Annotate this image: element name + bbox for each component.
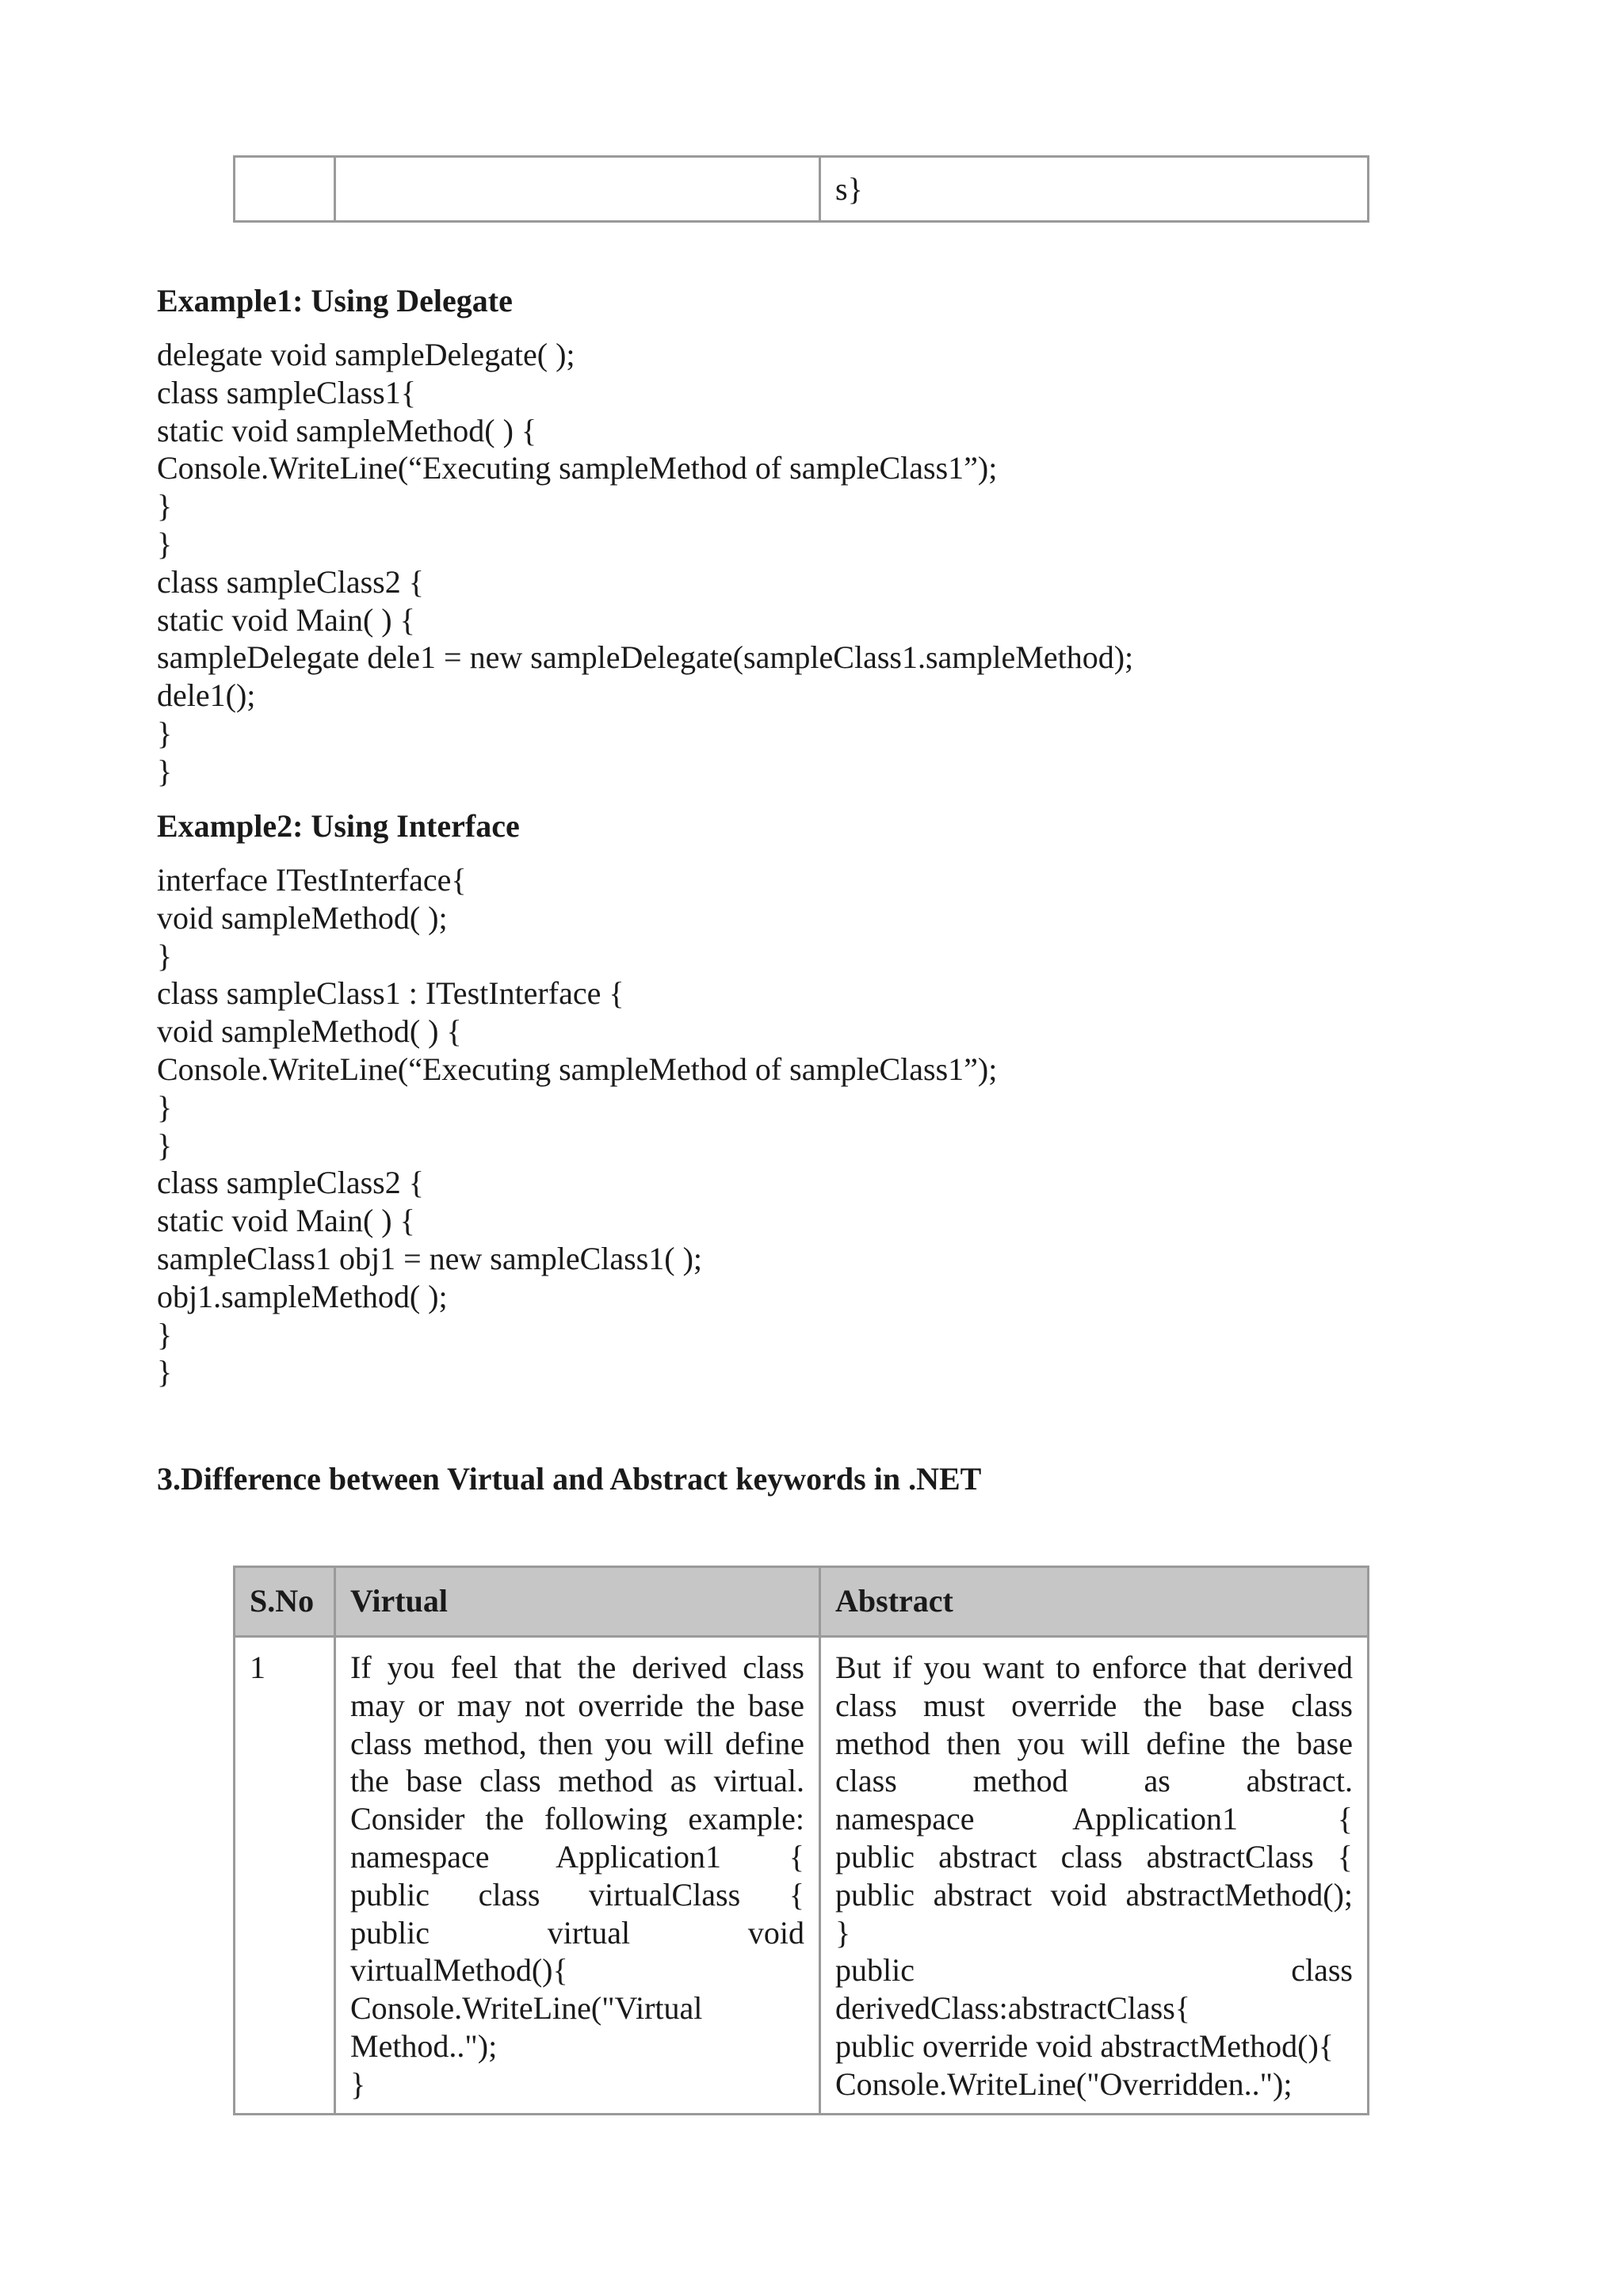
table-cell xyxy=(335,157,820,222)
table-header-row xyxy=(235,1567,1369,1637)
difference-table xyxy=(233,1566,1369,2115)
text-line: class sampleClass2 { xyxy=(157,563,424,600)
text-line: public virtual void xyxy=(350,1914,804,1951)
text-line: delegate void sampleDelegate( ); xyxy=(157,337,575,372)
text-line: namespace Application1 { xyxy=(350,1838,804,1875)
text-line: } xyxy=(157,1316,173,1352)
text-line: namespace Application1 { xyxy=(835,1801,1353,1837)
text-line: } xyxy=(157,753,173,789)
cell-sno: 1 xyxy=(235,1637,335,2115)
text-line: class sampleClass1{ xyxy=(157,374,416,410)
text-line: void sampleMethod( ) { xyxy=(157,1013,462,1050)
text-line: If you feel that the derived class xyxy=(350,1650,804,1685)
example2-heading: Example2: Using Interface xyxy=(157,808,520,844)
text-line: class sampleClass2 { xyxy=(157,1165,424,1201)
text-line: sampleDelegate dele1 = new sampleDelegate(sampleClass1.sampleMethod); xyxy=(157,639,1134,676)
cell-abstract xyxy=(820,1637,1369,2115)
text-line: method then you will define the base xyxy=(835,1725,1353,1761)
text-line: But if you want to enforce that derived xyxy=(835,1650,1353,1685)
example1-heading: Example1: Using Delegate xyxy=(157,283,513,318)
example2-code-block xyxy=(157,861,997,1391)
table-cell xyxy=(235,157,335,222)
text-line: may or may not override the base xyxy=(350,1687,804,1723)
text-line: public abstract void abstractMethod(); xyxy=(835,1876,1353,1913)
text-line: the base class method as virtual. xyxy=(350,1763,804,1799)
text-line: } xyxy=(157,937,173,974)
text-line: } xyxy=(835,1914,851,1951)
table-row xyxy=(235,157,1369,222)
text-line: Console.WriteLine(“Executing sampleMethod of sampleClass1”); xyxy=(157,1051,998,1087)
text-line: Method.."); xyxy=(350,2027,498,2064)
text-line: } xyxy=(157,1127,173,1163)
column-header-abstract: Abstract xyxy=(820,1567,1369,1637)
table-row xyxy=(235,1637,1369,2115)
text-line: static void sampleMethod( ) { xyxy=(157,412,537,448)
text-line: public class xyxy=(835,1952,1353,1989)
text-line: Consider the following example: xyxy=(350,1801,804,1837)
text-line: derivedClass:abstractClass{ xyxy=(835,1990,1190,2027)
text-line: } xyxy=(350,2065,366,2102)
section3-heading: 3.Difference between Virtual and Abstract keywords in .NET xyxy=(157,1461,982,1497)
example1-code-block xyxy=(157,336,1133,791)
text-line: class sampleClass1 : ITestInterface { xyxy=(157,975,624,1012)
text-line: static void Main( ) { xyxy=(157,601,415,638)
text-line: void sampleMethod( ); xyxy=(157,899,448,936)
text-line: Console.WriteLine("Overridden.."); xyxy=(835,2065,1293,2102)
text-line: dele1(); xyxy=(157,677,256,714)
text-line: } xyxy=(157,525,173,562)
text-line: static void Main( ) { xyxy=(157,1203,415,1239)
column-header-sno: S.No xyxy=(235,1567,335,1637)
text-line: class method as abstract. xyxy=(835,1763,1353,1799)
table-cell: s} xyxy=(820,157,1369,222)
text-line: } xyxy=(157,488,173,524)
text-line: Console.WriteLine(“Executing sampleMethod of sampleClass1”); xyxy=(157,450,998,486)
text-line: public override void abstractMethod(){ xyxy=(835,2027,1335,2064)
continued-table xyxy=(233,155,1369,223)
text-line: } xyxy=(157,1089,173,1125)
text-line: interface ITestInterface{ xyxy=(157,862,467,898)
cell-virtual xyxy=(335,1637,820,2115)
column-header-virtual: Virtual xyxy=(335,1567,820,1637)
text-line: obj1.sampleMethod( ); xyxy=(157,1278,448,1314)
text-line: } xyxy=(157,1354,173,1390)
text-line: virtualMethod(){ xyxy=(350,1952,568,1989)
text-line: sampleClass1 obj1 = new sampleClass1( ); xyxy=(157,1240,703,1276)
text-line: class must override the base class xyxy=(835,1687,1353,1723)
text-line: } xyxy=(157,715,173,751)
text-line: public class virtualClass { xyxy=(350,1876,804,1913)
text-line: class method, then you will define xyxy=(350,1725,804,1761)
text-line: Console.WriteLine("Virtual xyxy=(350,1990,703,2027)
text-line: public abstract class abstractClass { xyxy=(835,1838,1353,1875)
